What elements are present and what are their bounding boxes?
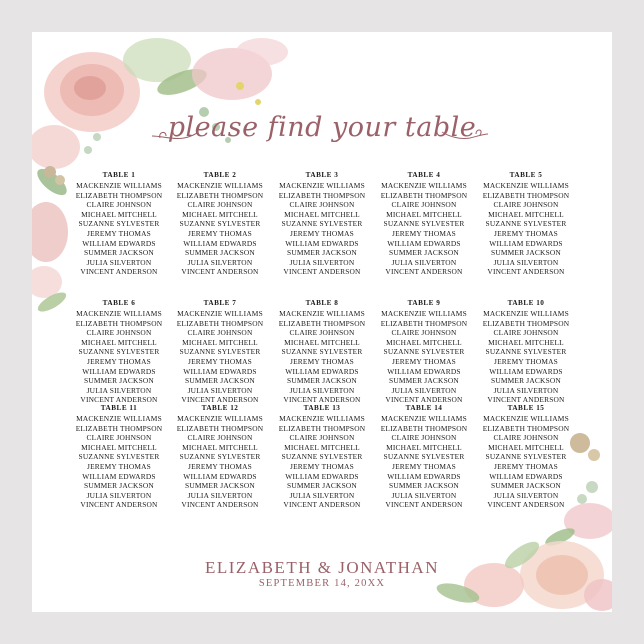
guest-name: ELIZABETH THOMPSON [482,423,570,433]
guest-name: MICHAEL MITCHELL [386,442,462,452]
table-block [474,403,578,510]
table-block [67,403,171,510]
table-title: TABLE 14 [405,404,443,412]
event-date: SEPTEMBER 14, 20XX [258,578,386,589]
guest-name: SUZANNE SYLVESTER [383,452,465,462]
guest-name: MACKENZIE WILLIAMS [279,309,365,318]
guest-name: CLAIRE JOHNSON [493,328,559,338]
guest-name: JULIA SILVERTON [86,257,152,267]
guest-name: WILLIAM EDWARDS [285,366,359,376]
guest-name: JEREMY THOMAS [494,228,558,238]
guest-name: ELIZABETH THOMPSON [75,190,163,200]
guest-name: VINCENT ANDERSON [283,395,361,405]
guest-name: SUZANNE SYLVESTER [281,347,363,357]
table-title: TABLE 9 [407,299,441,307]
table-title: TABLE 3 [305,171,339,179]
guest-name: CLAIRE JOHNSON [86,328,152,338]
guest-name: SUMMER JACKSON [389,481,459,491]
guest-name: CLAIRE JOHNSON [289,200,355,210]
guest-name: MACKENZIE WILLIAMS [483,414,569,423]
guest-name: MICHAEL MITCHELL [284,209,360,219]
guest-name: SUZANNE SYLVESTER [485,347,567,357]
guest-name: SUMMER JACKSON [491,248,561,258]
table-title: TABLE 6 [102,299,136,307]
guest-name: ELIZABETH THOMPSON [278,318,366,328]
guest-name: MACKENZIE WILLIAMS [279,181,365,190]
guest-name: MICHAEL MITCHELL [81,209,157,219]
guest-name: JULIA SILVERTON [187,490,253,500]
guest-name: VINCENT ANDERSON [385,395,463,405]
guest-name: VINCENT ANDERSON [80,500,158,510]
guest-name: CLAIRE JOHNSON [187,433,253,443]
guest-name: CLAIRE JOHNSON [86,433,152,443]
guest-name: VINCENT ANDERSON [487,395,565,405]
guest-name: JEREMY THOMAS [494,356,558,366]
guest-name: MACKENZIE WILLIAMS [177,181,263,190]
guest-name: MACKENZIE WILLIAMS [177,414,263,423]
guest-name: CLAIRE JOHNSON [187,328,253,338]
guest-name: JEREMY THOMAS [392,356,456,366]
guest-name: VINCENT ANDERSON [181,500,259,510]
guest-name: SUZANNE SYLVESTER [383,347,465,357]
guest-name: MICHAEL MITCHELL [284,442,360,452]
guest-name: VINCENT ANDERSON [487,267,565,277]
guest-name: VINCENT ANDERSON [385,500,463,510]
guest-name: WILLIAM EDWARDS [489,471,563,481]
guest-name: VINCENT ANDERSON [487,500,565,510]
guest-name: ELIZABETH THOMPSON [278,190,366,200]
guest-name: MACKENZIE WILLIAMS [483,309,569,318]
guest-name: JEREMY THOMAS [392,461,456,471]
table-block [474,298,578,405]
guest-name: SUMMER JACKSON [389,376,459,386]
guest-name: ELIZABETH THOMPSON [176,190,264,200]
guest-name: SUZANNE SYLVESTER [179,347,261,357]
guest-name: VINCENT ANDERSON [80,395,158,405]
guest-name: SUZANNE SYLVESTER [78,219,160,229]
guest-name: WILLIAM EDWARDS [183,238,257,248]
guest-name: JULIA SILVERTON [493,385,559,395]
guest-name: SUZANNE SYLVESTER [485,219,567,229]
guest-name: WILLIAM EDWARDS [183,366,257,376]
guest-name: MACKENZIE WILLIAMS [76,309,162,318]
guest-name: MACKENZIE WILLIAMS [279,414,365,423]
guest-name: MACKENZIE WILLIAMS [177,309,263,318]
guest-name: MICHAEL MITCHELL [81,442,157,452]
guest-name: SUZANNE SYLVESTER [281,452,363,462]
guest-name: JULIA SILVERTON [391,257,457,267]
guest-name: ELIZABETH THOMPSON [380,423,468,433]
guest-name: JULIA SILVERTON [86,385,152,395]
table-block [168,298,272,405]
table-block [168,170,272,277]
guest-name: MACKENZIE WILLIAMS [76,414,162,423]
guest-name: SUMMER JACKSON [287,481,357,491]
guest-name: JEREMY THOMAS [87,356,151,366]
guest-name: JEREMY THOMAS [290,228,354,238]
table-title: TABLE 8 [305,299,339,307]
guest-name: VINCENT ANDERSON [181,395,259,405]
table-title: TABLE 7 [203,299,237,307]
guest-name: JULIA SILVERTON [289,490,355,500]
guest-name: CLAIRE JOHNSON [187,200,253,210]
guest-name: ELIZABETH THOMPSON [482,190,570,200]
guest-name: WILLIAM EDWARDS [285,238,359,248]
guest-name: JULIA SILVERTON [187,257,253,267]
guest-name: SUMMER JACKSON [491,376,561,386]
guest-name: CLAIRE JOHNSON [289,328,355,338]
guest-name: SUMMER JACKSON [287,248,357,258]
guest-name: SUMMER JACKSON [185,481,255,491]
guest-name: MICHAEL MITCHELL [182,337,258,347]
guest-name: MICHAEL MITCHELL [386,337,462,347]
guest-name: JEREMY THOMAS [188,356,252,366]
guest-name: ELIZABETH THOMPSON [380,190,468,200]
guest-name: JULIA SILVERTON [391,490,457,500]
table-title: TABLE 4 [407,171,441,179]
table-title: TABLE 15 [507,404,545,412]
guest-name: WILLIAM EDWARDS [387,471,461,481]
table-block [67,170,171,277]
guest-name: SUMMER JACKSON [185,248,255,258]
table-title: TABLE 2 [203,171,237,179]
guest-name: VINCENT ANDERSON [283,500,361,510]
guest-name: ELIZABETH THOMPSON [75,318,163,328]
guest-name: JEREMY THOMAS [290,461,354,471]
guest-name: MICHAEL MITCHELL [488,209,564,219]
guest-name: JULIA SILVERTON [391,385,457,395]
title-flourish-right-icon [440,118,490,144]
guest-name: MACKENZIE WILLIAMS [76,181,162,190]
guest-name: WILLIAM EDWARDS [489,366,563,376]
table-title: TABLE 12 [201,404,239,412]
guest-name: VINCENT ANDERSON [385,267,463,277]
guest-name: SUZANNE SYLVESTER [78,347,160,357]
guest-name: JULIA SILVERTON [289,257,355,267]
guest-name: WILLIAM EDWARDS [183,471,257,481]
guest-name: JEREMY THOMAS [87,461,151,471]
guest-name: ELIZABETH THOMPSON [176,423,264,433]
guest-name: ELIZABETH THOMPSON [482,318,570,328]
guest-name: MACKENZIE WILLIAMS [381,309,467,318]
guest-name: MACKENZIE WILLIAMS [381,181,467,190]
guest-name: MICHAEL MITCHELL [182,209,258,219]
guest-name: WILLIAM EDWARDS [387,238,461,248]
guest-name: MICHAEL MITCHELL [488,337,564,347]
table-title: TABLE 13 [303,404,341,412]
table-title: TABLE 1 [102,171,136,179]
table-block [270,170,374,277]
guest-name: JEREMY THOMAS [188,228,252,238]
guest-name: SUMMER JACKSON [287,376,357,386]
table-title: TABLE 5 [509,171,543,179]
guest-name: SUMMER JACKSON [185,376,255,386]
guest-name: SUZANNE SYLVESTER [179,452,261,462]
guest-name: WILLIAM EDWARDS [82,366,156,376]
table-block [372,170,476,277]
guest-name: JEREMY THOMAS [188,461,252,471]
table-block [474,170,578,277]
guest-name: JEREMY THOMAS [87,228,151,238]
guest-name: JULIA SILVERTON [289,385,355,395]
guest-name: JULIA SILVERTON [493,257,559,267]
guest-name: SUMMER JACKSON [84,248,154,258]
guest-name: JEREMY THOMAS [392,228,456,238]
table-block [270,298,374,405]
guest-name: ELIZABETH THOMPSON [278,423,366,433]
guest-name: JULIA SILVERTON [187,385,253,395]
guest-name: JEREMY THOMAS [290,356,354,366]
guest-name: JULIA SILVERTON [493,490,559,500]
guest-name: ELIZABETH THOMPSON [176,318,264,328]
table-block [168,403,272,510]
guest-name: SUZANNE SYLVESTER [281,219,363,229]
guest-name: VINCENT ANDERSON [181,267,259,277]
guest-name: CLAIRE JOHNSON [391,200,457,210]
guest-name: CLAIRE JOHNSON [493,200,559,210]
guest-name: MICHAEL MITCHELL [284,337,360,347]
guest-name: JEREMY THOMAS [494,461,558,471]
guest-name: SUMMER JACKSON [389,248,459,258]
guest-name: CLAIRE JOHNSON [289,433,355,443]
page-title: please find your table [167,112,477,143]
table-block [372,403,476,510]
table-block [270,403,374,510]
guest-name: MACKENZIE WILLIAMS [483,181,569,190]
guest-name: CLAIRE JOHNSON [391,433,457,443]
guest-name: CLAIRE JOHNSON [391,328,457,338]
guest-name: MICHAEL MITCHELL [488,442,564,452]
guest-name: MACKENZIE WILLIAMS [381,414,467,423]
guest-name: SUZANNE SYLVESTER [179,219,261,229]
guest-name: VINCENT ANDERSON [80,267,158,277]
guest-name: SUMMER JACKSON [84,481,154,491]
guest-name: MICHAEL MITCHELL [81,337,157,347]
table-block [372,298,476,405]
guest-name: CLAIRE JOHNSON [86,200,152,210]
guest-name: WILLIAM EDWARDS [82,238,156,248]
guest-name: SUZANNE SYLVESTER [485,452,567,462]
guest-name: SUZANNE SYLVESTER [383,219,465,229]
guest-name: MICHAEL MITCHELL [386,209,462,219]
guest-name: ELIZABETH THOMPSON [380,318,468,328]
guest-name: WILLIAM EDWARDS [82,471,156,481]
guest-name: WILLIAM EDWARDS [489,238,563,248]
guest-name: WILLIAM EDWARDS [387,366,461,376]
guest-name: SUMMER JACKSON [84,376,154,386]
guest-name: VINCENT ANDERSON [283,267,361,277]
table-title: TABLE 11 [100,404,138,412]
guest-name: WILLIAM EDWARDS [285,471,359,481]
guest-name: SUZANNE SYLVESTER [78,452,160,462]
table-title: TABLE 10 [507,299,545,307]
guest-name: MICHAEL MITCHELL [182,442,258,452]
table-block [67,298,171,405]
guest-name: SUMMER JACKSON [491,481,561,491]
guest-name: JULIA SILVERTON [86,490,152,500]
guest-name: ELIZABETH THOMPSON [75,423,163,433]
couple-names: ELIZABETH & JONATHAN [205,558,439,577]
guest-name: CLAIRE JOHNSON [493,433,559,443]
